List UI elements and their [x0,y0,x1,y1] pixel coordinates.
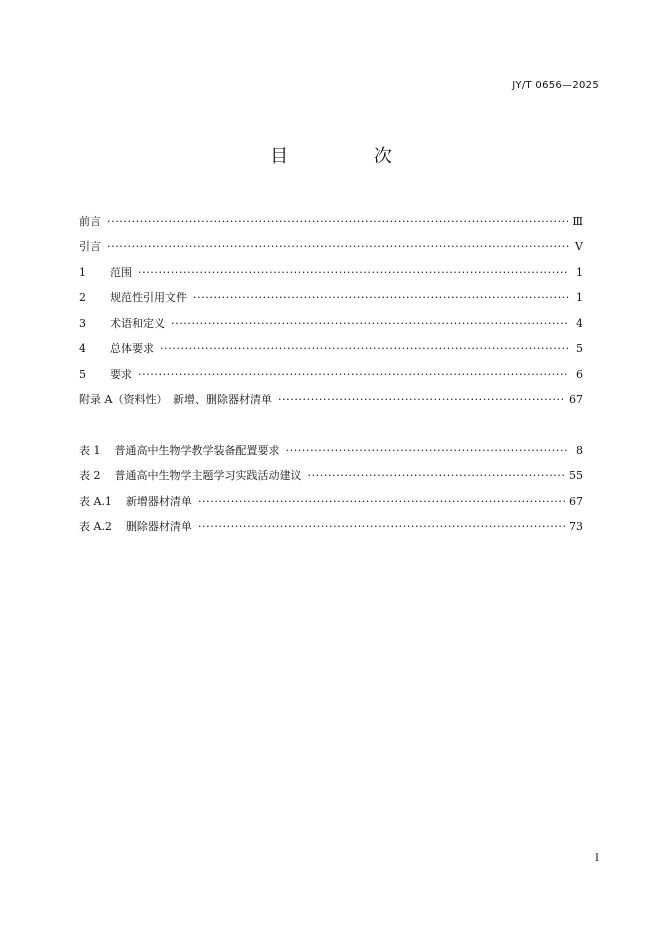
table-entry-label [79,520,192,534]
toc-entry-page: 4 [576,316,583,330]
toc-entry-general-requirements[interactable] [79,337,583,363]
toc-entry-page: Ⅲ [572,214,583,228]
dot-leader [171,317,569,331]
list-of-tables [79,438,583,540]
toc-entry-page: 1 [576,265,583,279]
toc-entry-text: 术语和定义 [110,316,165,330]
toc-entry-text: 范围 [110,265,132,279]
table-entry-label [79,444,280,458]
document-code: JY/T 0656—2025 [512,80,599,91]
toc-entry-number: 2 [79,291,86,305]
toc-entry-number: 1 [79,265,86,279]
table-entry[interactable] [79,464,583,490]
table-entry-number: 表 1 [79,443,101,457]
table-entry-number: 表 A.1 [79,494,112,508]
toc-entry-page: 67 [569,393,583,407]
dot-leader [107,215,568,229]
dot-leader [138,368,569,382]
table-entry[interactable] [79,438,583,464]
table-entry-text: 普通高中生物学教学装备配置要求 [114,443,280,457]
page-number: I [595,853,599,864]
page-title: 目 次 [270,146,432,167]
toc-entry-label [79,317,165,331]
table-of-contents [79,209,583,413]
table-entry-label [79,469,302,483]
dot-leader [160,342,569,356]
toc-entry-text: 规范性引用文件 [110,291,187,305]
dot-leader [278,393,565,407]
toc-entry-page: Ⅴ [575,240,583,254]
toc-entry-label: 附录 A（资料性） 新增、删除器材清单 [79,393,272,407]
dot-leader [107,240,569,254]
table-entry-text: 普通高中生物学主题学习实践活动建议 [114,469,302,483]
toc-entry-label [79,368,132,382]
table-entry-text: 删除器材清单 [125,520,192,534]
toc-entry-page: 1 [576,291,583,305]
table-entry-label [79,495,192,509]
toc-entry-terms-definitions[interactable] [79,311,583,337]
dot-leader [308,469,566,483]
toc-entry-label [79,291,187,305]
dot-leader [198,495,565,509]
toc-entry-introduction[interactable] [79,235,583,261]
dot-leader [198,520,565,534]
table-entry[interactable] [79,515,583,541]
table-entry-text: 新增器材清单 [125,494,192,508]
toc-entry-appendix-a[interactable] [79,388,583,414]
table-entry-page: 8 [576,443,583,457]
table-entry-page: 73 [569,520,583,534]
toc-entry-text: 总体要求 [110,342,154,356]
toc-entry-scope[interactable] [79,260,583,286]
table-entry[interactable] [79,489,583,515]
toc-entry-number: 4 [79,342,86,356]
toc-entry-page: 6 [576,367,583,381]
toc-entry-page: 5 [576,342,583,356]
toc-entry-requirements[interactable] [79,362,583,388]
table-entry-number: 表 A.2 [79,520,112,534]
toc-entry-normative-references[interactable] [79,286,583,312]
toc-entry-label: 引言 [79,240,101,254]
toc-entry-label [79,342,154,356]
table-entry-number: 表 2 [79,469,101,483]
toc-entry-label [79,266,132,280]
toc-entry-number: 5 [79,367,86,381]
toc-entry-foreword[interactable] [79,209,583,235]
toc-entry-number: 3 [79,316,86,330]
dot-leader [138,266,569,280]
dot-leader [193,291,569,305]
dot-leader [286,444,570,458]
toc-entry-text: 要求 [110,367,132,381]
table-entry-page: 67 [569,494,583,508]
table-entry-page: 55 [569,469,583,483]
toc-entry-label: 前言 [79,214,101,228]
